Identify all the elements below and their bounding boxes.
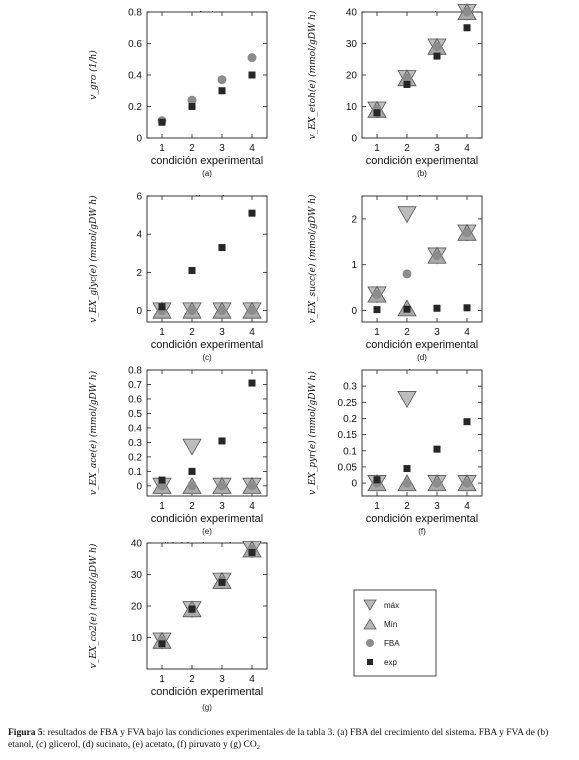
data-point-exp <box>374 476 381 483</box>
data-point-fba <box>463 8 472 17</box>
x-tick-label: 2 <box>189 674 195 685</box>
legend-label: exp <box>384 658 397 667</box>
panel-sublabel: (d) <box>417 353 427 362</box>
data-point-exp <box>434 446 441 453</box>
y-tick-label: 2 <box>351 214 357 226</box>
data-point-exp <box>219 244 226 251</box>
x-tick-label: 2 <box>404 501 410 512</box>
chart-panel-f <box>307 368 482 536</box>
data-point-exp <box>189 468 196 475</box>
y-tick-label: 1 <box>351 260 357 272</box>
x-axis-label: condición experimental <box>150 686 264 698</box>
data-point-exp <box>249 380 256 387</box>
x-axis-label: condición experimental <box>365 513 479 525</box>
y-tick-label: 0.6 <box>128 39 142 50</box>
svg-text:v_EX_etoh(e) (mmol/gDW h): v_EX_etoh(e) (mmol/gDW h) <box>308 10 318 140</box>
x-tick-label: 1 <box>159 501 165 512</box>
chart-panel-c <box>88 192 267 363</box>
data-point-exp <box>189 606 196 613</box>
y-tick-label: 0.5 <box>128 408 142 420</box>
data-point-exp <box>434 305 441 312</box>
x-tick-label: 4 <box>464 143 470 154</box>
svg-text:v_EX_co2(e) (mmol/gDW h): v_EX_co2(e) (mmol/gDW h) <box>89 543 99 669</box>
x-tick-label: 3 <box>434 501 440 512</box>
chart-panel-a <box>88 8 267 179</box>
x-tick-label: 3 <box>219 327 225 338</box>
data-point-exp <box>159 477 166 484</box>
data-point-fba <box>403 479 412 488</box>
chart-panel-g <box>88 539 267 713</box>
data-point-exp <box>404 465 411 472</box>
data-point-exp <box>434 53 441 60</box>
y-tick-label: 0.25 <box>337 397 357 409</box>
y-tick-label: 40 <box>130 538 142 550</box>
data-point-fba <box>433 42 442 51</box>
panel-sublabel: (c) <box>202 353 212 362</box>
y-axis-label <box>88 50 99 100</box>
data-point-fba <box>188 481 197 490</box>
y-tick-label: 10 <box>130 633 142 644</box>
data-point-fba <box>433 251 442 260</box>
y-tick-label: 0.8 <box>128 365 142 377</box>
data-point-fba <box>373 290 382 299</box>
data-point-exp <box>219 437 226 444</box>
y-tick-label: 2 <box>136 267 142 279</box>
data-point-exp <box>219 87 226 94</box>
data-point-fba <box>463 228 472 237</box>
panel-sublabel: (a) <box>202 169 212 178</box>
caption-label: Figura 5 <box>8 728 43 738</box>
y-tick-label: 0.7 <box>128 379 142 391</box>
y-tick-label: 0.4 <box>128 423 142 435</box>
y-axis-label <box>88 370 99 495</box>
data-point-exp <box>219 579 226 586</box>
y-tick-label: 0 <box>136 133 142 145</box>
x-tick-label: 2 <box>189 143 195 154</box>
data-point-fba <box>403 269 412 278</box>
chart-panel-b <box>307 4 482 178</box>
data-point-fba <box>248 53 257 62</box>
y-tick-label: 0.1 <box>343 446 357 458</box>
x-tick-label: 1 <box>159 674 165 685</box>
data-point-exp <box>249 549 256 556</box>
y-tick-label: 0.1 <box>128 466 142 478</box>
x-tick-label: 2 <box>189 327 195 338</box>
y-tick-label: 0.05 <box>337 462 357 474</box>
data-point-exp <box>159 640 166 647</box>
data-point-fba <box>463 479 472 488</box>
legend-marker-exp <box>367 659 373 665</box>
svg-text:v_gro (1/h): v_gro (1/h) <box>89 50 99 100</box>
x-tick-label: 2 <box>404 143 410 154</box>
data-point-exp <box>464 418 471 425</box>
data-point-fba <box>248 306 257 315</box>
y-tick-label: 0.3 <box>343 381 357 393</box>
x-tick-label: 2 <box>404 327 410 338</box>
legend-label: máx <box>384 601 400 610</box>
data-point-exp <box>374 306 381 313</box>
y-tick-label: 10 <box>345 102 357 113</box>
y-tick-label: 30 <box>345 39 357 50</box>
x-tick-label: 1 <box>374 327 380 338</box>
data-point-exp <box>464 304 471 311</box>
y-tick-label: 0.2 <box>128 452 142 464</box>
legend-marker-fba <box>366 639 374 647</box>
chart-panel-e <box>88 366 267 537</box>
y-tick-label: 30 <box>130 570 142 581</box>
x-tick-label: 1 <box>374 501 380 512</box>
y-tick-label: 0 <box>351 133 357 145</box>
y-tick-label: 0.8 <box>128 7 142 19</box>
x-axis-label: condición experimental <box>150 155 264 167</box>
data-point-fba <box>433 479 442 488</box>
panel-sublabel: (e) <box>202 527 212 536</box>
y-tick-label: 0.15 <box>337 430 357 442</box>
data-point-fba <box>218 306 227 315</box>
x-tick-label: 2 <box>189 501 195 512</box>
svg-text:v_EX_succ(e) (mmol/gDW h): v_EX_succ(e) (mmol/gDW h) <box>308 194 318 324</box>
y-tick-label: 20 <box>345 70 357 82</box>
data-point-exp <box>249 210 256 217</box>
plot-frame <box>147 543 267 669</box>
y-tick-label: 6 <box>136 191 142 203</box>
x-tick-label: 4 <box>464 327 470 338</box>
data-point-exp <box>189 267 196 274</box>
data-point-exp <box>374 109 381 116</box>
x-tick-label: 3 <box>219 674 225 685</box>
plot-frame <box>362 196 482 322</box>
x-tick-label: 4 <box>249 674 255 685</box>
y-tick-label: 0 <box>351 306 357 318</box>
legend-item-fba <box>366 639 400 648</box>
x-tick-label: 4 <box>249 327 255 338</box>
data-point-exp <box>189 103 196 110</box>
panel-sublabel: (b) <box>417 169 427 178</box>
legend-label: Mín <box>384 620 398 629</box>
figure-caption <box>8 727 574 751</box>
y-axis-label <box>307 194 318 324</box>
data-point-exp <box>404 306 411 313</box>
y-tick-label: 40 <box>345 7 357 19</box>
svg-text:v_EX_ace(e) (mmol/gDW h): v_EX_ace(e) (mmol/gDW h) <box>89 370 99 496</box>
x-axis-label: condición experimental <box>365 155 479 167</box>
x-tick-label: 1 <box>159 327 165 338</box>
legend <box>354 590 436 676</box>
svg-text:v_EX_glyc(e) (mmol/gDW h): v_EX_glyc(e) (mmol/gDW h) <box>89 195 99 323</box>
data-point-exp <box>159 119 166 126</box>
svg-text:v_EX_pyr(e) (mmol/gDW h): v_EX_pyr(e) (mmol/gDW h) <box>308 371 318 495</box>
x-tick-label: 1 <box>374 143 380 154</box>
x-axis-label: condición experimental <box>365 339 479 351</box>
y-axis-label <box>307 10 318 139</box>
data-point-exp <box>159 303 166 310</box>
y-axis-label <box>307 371 318 495</box>
x-axis-label: condición experimental <box>150 339 264 351</box>
x-tick-label: 1 <box>159 143 165 154</box>
x-axis-label: condición experimental <box>150 513 264 525</box>
x-tick-label: 3 <box>434 143 440 154</box>
y-tick-label: 0.3 <box>128 437 142 449</box>
y-tick-label: 0 <box>136 306 142 318</box>
y-tick-label: 0.2 <box>343 413 357 425</box>
x-tick-label: 4 <box>249 143 255 154</box>
y-tick-label: 0.6 <box>128 394 142 406</box>
x-tick-label: 3 <box>219 501 225 512</box>
legend-label: FBA <box>384 639 400 648</box>
data-point-fba <box>218 481 227 490</box>
data-point-exp <box>464 24 471 31</box>
y-tick-label: 20 <box>130 601 142 613</box>
data-point-exp <box>404 81 411 88</box>
x-tick-label: 4 <box>249 501 255 512</box>
x-tick-label: 3 <box>219 143 225 154</box>
y-tick-label: 0 <box>351 478 357 490</box>
data-point-fba <box>248 481 257 490</box>
y-tick-label: 0.2 <box>128 102 142 113</box>
panel-sublabel: (f) <box>418 527 426 536</box>
chart-panel-d <box>307 194 482 362</box>
data-point-exp <box>249 72 256 79</box>
panel-sublabel: (g) <box>202 703 212 712</box>
caption-text: : resultados de FBA y FVA bajo las condiciones experimentales de la tabla 3. (a) FBA del crecimiento del sistema. FBA y FVA de (b) etanol, (c) glicerol, (d) sucinato, (e) acetato, (f) piruvato y (g) CO₂ <box>8 728 549 750</box>
data-point-fba <box>188 306 197 315</box>
y-tick-label: 0.4 <box>128 70 142 82</box>
y-axis-label <box>88 195 99 323</box>
x-tick-label: 3 <box>434 327 440 338</box>
y-tick-label: 4 <box>136 229 142 241</box>
y-axis-label <box>88 543 99 668</box>
data-point-fba <box>218 75 227 84</box>
x-tick-label: 4 <box>464 501 470 512</box>
y-tick-label: 0 <box>136 481 142 493</box>
